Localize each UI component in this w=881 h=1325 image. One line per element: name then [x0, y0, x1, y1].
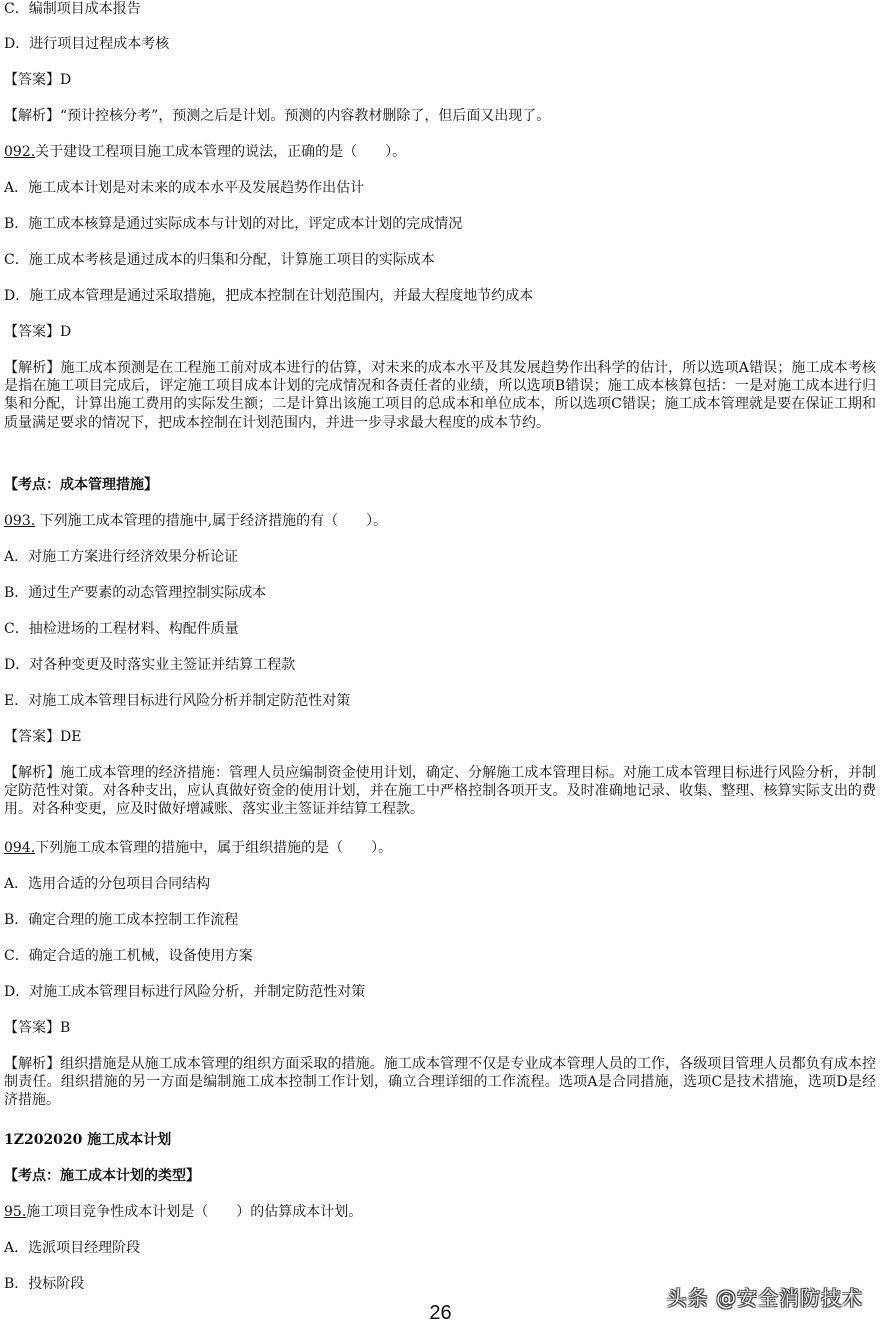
- question-text: 施工项目竞争性成本计划是（ ）的估算成本计划。: [26, 1204, 363, 1220]
- explanation-line: 【解析】“预计控核分考”，预测之后是计划。预测的内容教材删除了，但后面又出现了。: [4, 108, 551, 124]
- option-line: A．对施工方案进行经济效果分析论证: [4, 549, 239, 565]
- option-line: B．通过生产要素的动态管理控制实际成本: [4, 585, 267, 601]
- question-text: 关于建设工程项目施工成本管理的说法，正确的是（ ）。: [35, 144, 407, 160]
- page-number: 26: [429, 1302, 452, 1324]
- watermark: 头条 @安全消防技术: [666, 1286, 863, 1310]
- topic-heading: 【考点：施工成本计划的类型】: [4, 1168, 200, 1184]
- question-number: 093.: [4, 513, 36, 529]
- question-text: 下列施工成本管理的措施中，属于组织措施的是（ ）。: [35, 840, 393, 856]
- answer-line: 【答案】B: [4, 1020, 71, 1036]
- option-line: A．选派项目经理阶段: [4, 1240, 141, 1256]
- explanation-paragraph: 【解析】组织措施是从施工成本管理的组织方面采取的措施。施工成本管理不仅是专业成本管理人员的工作，各级项目管理人员都负有成本控制责任。组织措施的另一方面是编制施工成本控制工作计划，确立合理详细的工作流程。选项A是合同措施，选项C是技术措施，选项D是经济措施。: [4, 1056, 876, 1109]
- option-line: D．进行项目过程成本考核: [4, 36, 170, 52]
- question-092: [4, 143, 406, 161]
- question-number: 95.: [4, 1204, 27, 1220]
- question-number: 092.: [4, 144, 36, 160]
- option-line: E．对施工成本管理目标进行风险分析并制定防范性对策: [4, 693, 351, 709]
- option-line: D．对各种变更及时落实业主签证并结算工程款: [4, 657, 296, 673]
- option-line: A．施工成本计划是对未来的成本水平及发展趋势作出估计: [4, 180, 365, 196]
- option-line: B．投标阶段: [4, 1276, 85, 1292]
- answer-line: 【答案】D: [4, 324, 72, 340]
- topic-heading: 【考点：成本管理措施】: [4, 477, 158, 493]
- option-line: B．确定合理的施工成本控制工作流程: [4, 912, 239, 928]
- option-line: C．编制项目成本报告: [4, 1, 141, 17]
- answer-line: 【答案】D: [4, 72, 72, 88]
- explanation-paragraph: 【解析】施工成本管理的经济措施：管理人员应编制资金使用计划，确定、分解施工成本管理目标。对施工成本管理目标进行风险分析，并制定防范性对策。对各种支出，应认真做好资金的使用计划，并在施工中严格控制各项开支。及时准确地记录、收集、整理、核算实际支出的费用。对各种变更，应及时做好增减账、落实业主签证并结算工程款。: [4, 765, 876, 818]
- option-line: A．选用合适的分包项目合同结构: [4, 876, 211, 892]
- option-line: C．抽检进场的工程材料、构配件质量: [4, 621, 239, 637]
- option-line: B．施工成本核算是通过实际成本与计划的对比，评定成本计划的完成情况: [4, 216, 463, 232]
- option-line: D．施工成本管理是通过采取措施，把成本控制在计划范围内，并最大程度地节约成本: [4, 288, 534, 304]
- question-094: [4, 839, 392, 857]
- answer-line: 【答案】DE: [4, 729, 82, 745]
- question-95: [4, 1203, 362, 1221]
- option-line: D．对施工成本管理目标进行风险分析，并制定防范性对策: [4, 984, 366, 1000]
- question-number: 094.: [4, 840, 36, 856]
- explanation-paragraph: 【解析】施工成本预测是在工程施工前对成本进行的估算，对未来的成本水平及其发展趋势作出科学的估计，所以选项A错误；施工成本考核是指在施工项目完成后，评定施工项目成本计划的完成情况和各责任者的业绩，所以选项B错误；施工成本核算包括：一是对施工成本进行归集和分配，计算出施工费用的实际发生额；二是计算出该施工项目的总成本和单位成本，所以选项C错误；施工成本管理就是要在保证工期和质量满足要求的情况下，把成本控制在计划范围内，并进一步寻求最大程度的成本节约。: [4, 360, 876, 431]
- option-line: C．施工成本考核是通过成本的归集和分配，计算施工项目的实际成本: [4, 252, 435, 268]
- section-heading: 1Z202020 施工成本计划: [4, 1132, 172, 1148]
- question-text: 下列施工成本管理的措施中,属于经济措施的有（ ）。: [35, 513, 388, 529]
- option-line: C．确定合适的施工机械，设备使用方案: [4, 948, 253, 964]
- question-093: [4, 512, 387, 530]
